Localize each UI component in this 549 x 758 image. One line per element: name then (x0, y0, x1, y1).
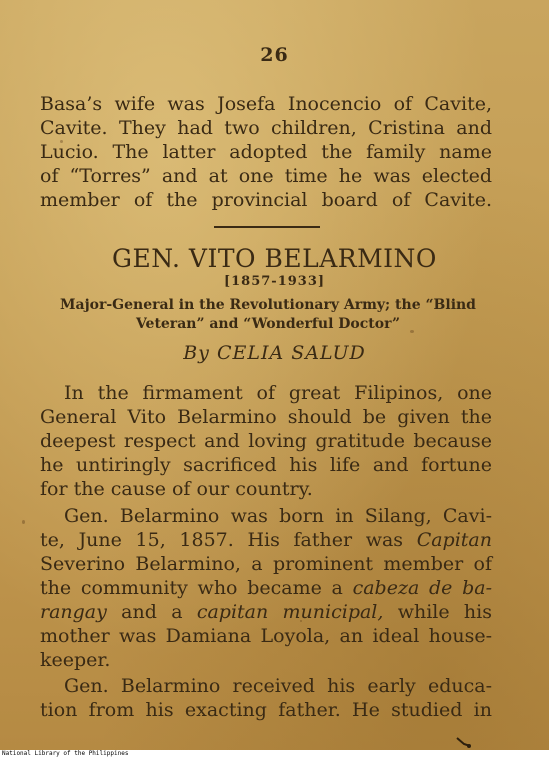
section-divider (214, 226, 320, 228)
paragraph-basa-wife (40, 92, 492, 212)
text-line: member of the provincial board of Cavite. (40, 189, 492, 211)
text-line (40, 528, 492, 552)
text-line: Lucio. The latter adopted the family name (40, 141, 492, 163)
text-line: Gen. Belarmino was born in Silang, Cavi- (64, 505, 492, 527)
section-subtitle (44, 296, 492, 334)
paragraph-birth (40, 504, 492, 672)
paragraph-intro (40, 381, 492, 501)
author-byline: By CELIA SALUD (183, 342, 366, 364)
text-line: General Vito Belarmino should be given the (40, 406, 492, 428)
text-line: Severino Belarmino, a prominent member of (40, 553, 492, 575)
text-line: Gen. Belarmino received his early educa- (64, 675, 492, 697)
italic-term: rangay (40, 601, 107, 623)
text-line: tion from his exacting father. He studied in (40, 699, 492, 721)
footer-credit: National Library of the Philippines (2, 750, 129, 757)
text-line: he untiringly sacrificed his life and fortune (40, 454, 492, 476)
section-title: GEN. VITO BELARMINO (112, 244, 437, 273)
text-line (40, 576, 492, 600)
section-years: [1857-1933] (223, 274, 326, 289)
page-number: 26 (260, 44, 289, 66)
text-run: while his (383, 601, 492, 623)
subtitle-line: Veteran” and “Wonderful Doctor” (135, 316, 401, 332)
text-run: the community who became a (40, 577, 353, 599)
text-line (40, 600, 492, 624)
italic-term: Capitan (416, 529, 492, 551)
text-line: Cavite. They had two children, Cristina and (40, 117, 492, 139)
text-run: te, June 15, 1857. His father was (40, 529, 417, 551)
text-line: keeper. (40, 649, 111, 671)
ink-mark-icon (456, 736, 472, 748)
text-line: In the firmament of great Filipinos, one (64, 382, 492, 404)
footer-bar (0, 750, 549, 758)
italic-term: capitan municipal, (196, 601, 384, 623)
text-line: for the cause of our country. (40, 478, 313, 500)
text-run: and a (106, 601, 197, 623)
text-line: Basa’s wife was Josefa Inocencio of Cavite, (40, 93, 492, 115)
foxing-spot (22, 520, 25, 524)
text-line: mother was Damiana Loyola, an ideal house- (40, 625, 492, 647)
paragraph-education (40, 674, 492, 722)
subtitle-line: Major-General in the Revolutionary Army; the “Blind (60, 297, 476, 313)
text-line: of “Torres” and at one time he was elected (40, 165, 492, 187)
italic-term: cabeza de ba- (352, 577, 493, 599)
text-line: deepest respect and loving gratitude because (40, 430, 492, 452)
